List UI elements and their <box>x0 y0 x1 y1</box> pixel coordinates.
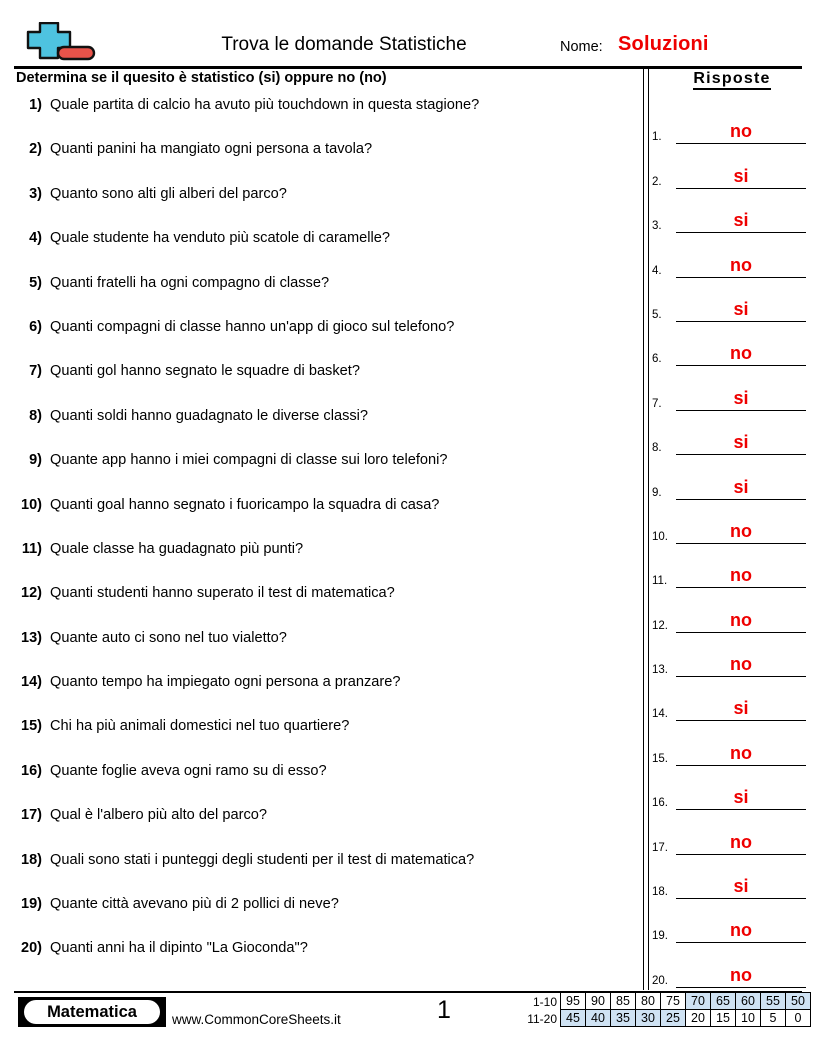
question-text: Quanto sono alti gli alberi del parco? <box>50 185 287 202</box>
answer-blank-line[interactable] <box>676 277 806 278</box>
answer-row <box>652 818 812 862</box>
question-text: Quanti studenti hanno superato il test di matematica? <box>50 585 395 602</box>
answer-value: no <box>730 609 752 630</box>
question-text: Quanti goal hanno segnato i fuoricampo la squadra di casa? <box>50 496 440 513</box>
question-row <box>16 140 636 184</box>
question-row <box>16 939 636 983</box>
score-cell: 20 <box>685 1009 711 1027</box>
question-number: 16) <box>21 762 42 779</box>
question-row <box>16 895 636 939</box>
score-cell: 15 <box>710 1009 736 1027</box>
answer-value: no <box>730 742 752 763</box>
question-number: 10) <box>21 496 42 513</box>
question-number: 15) <box>21 718 42 735</box>
question-row <box>16 851 636 895</box>
answer-row <box>652 685 812 729</box>
question-list <box>16 96 636 984</box>
question-row <box>16 584 636 628</box>
score-cell: 90 <box>585 992 611 1010</box>
answer-value: si <box>733 298 749 319</box>
answer-number: 2. <box>652 175 662 188</box>
answer-row <box>652 419 812 463</box>
page-number: 1 <box>437 996 451 1024</box>
page-title: Trova le domande Statistiche <box>221 34 467 55</box>
score-cell: 70 <box>685 992 711 1010</box>
answer-blank-line[interactable] <box>676 854 806 855</box>
answer-row <box>652 951 812 995</box>
score-cell: 50 <box>785 992 811 1010</box>
answer-value: no <box>730 920 752 941</box>
answer-row <box>652 729 812 773</box>
question-row <box>16 762 636 806</box>
question-row <box>16 96 636 140</box>
score-cell: 45 <box>560 1009 586 1027</box>
question-text: Qual è l'albero più alto del parco? <box>50 807 267 824</box>
question-number: 18) <box>21 851 42 868</box>
question-number: 1) <box>29 97 42 113</box>
answer-blank-line[interactable] <box>676 499 806 500</box>
answer-value: si <box>733 432 749 453</box>
score-cell: 95 <box>560 992 586 1010</box>
score-row-label: 11-20 <box>527 1011 557 1026</box>
answer-blank-line[interactable] <box>676 765 806 766</box>
question-number: 7) <box>29 363 42 380</box>
answer-blank-line[interactable] <box>676 587 806 588</box>
question-text: Quanto tempo ha impiegato ogni persona a pranzare? <box>50 674 401 691</box>
score-table <box>523 993 811 1027</box>
answer-row <box>652 286 812 330</box>
answer-row <box>652 152 812 196</box>
answer-number: 4. <box>652 264 662 277</box>
brand-label: Matematica <box>24 1000 160 1024</box>
question-text: Quale classe ha guadagnato più punti? <box>50 540 304 557</box>
answer-row <box>652 374 812 418</box>
question-number: 12) <box>21 585 42 602</box>
answer-value: no <box>730 964 752 985</box>
answer-number: 14. <box>652 708 668 721</box>
score-cell: 80 <box>635 992 661 1010</box>
answer-number: 8. <box>652 442 662 455</box>
score-cell: 25 <box>660 1009 686 1027</box>
question-row <box>16 540 636 584</box>
answer-row <box>652 552 812 596</box>
question-row <box>16 185 636 229</box>
answer-blank-line[interactable] <box>676 410 806 411</box>
answer-number: 5. <box>652 308 662 321</box>
question-number: 3) <box>29 185 42 202</box>
score-cell: 55 <box>760 992 786 1010</box>
answer-number: 6. <box>652 353 662 366</box>
answer-blank-line[interactable] <box>676 365 806 366</box>
question-number: 20) <box>21 940 42 957</box>
answer-row <box>652 596 812 640</box>
answer-number: 15. <box>652 752 668 765</box>
score-cell: 75 <box>660 992 686 1010</box>
question-number: 2) <box>29 141 42 158</box>
answer-row <box>652 241 812 285</box>
answer-blank-line[interactable] <box>676 676 806 677</box>
answer-number: 13. <box>652 664 668 677</box>
answer-number: 11. <box>652 575 668 588</box>
score-cell: 85 <box>610 992 636 1010</box>
score-cell: 0 <box>785 1009 811 1027</box>
question-text: Quanti compagni di classe hanno un'app di gioco sul telefono? <box>50 318 455 335</box>
answer-blank-line[interactable] <box>676 720 806 721</box>
question-number: 14) <box>21 674 42 691</box>
answer-blank-line[interactable] <box>676 232 806 233</box>
instruction-text: Determina se il quesito è statistico (si) oppure no (no) <box>16 70 387 86</box>
plus-minus-icon <box>14 22 100 64</box>
answer-value: no <box>730 520 752 541</box>
question-row <box>16 629 636 673</box>
question-text: Quale partita di calcio ha avuto più touchdown in questa stagione? <box>50 97 480 113</box>
answer-value: si <box>733 476 749 497</box>
answers-header <box>656 70 808 88</box>
answer-value: si <box>733 210 749 231</box>
answer-blank-line[interactable] <box>676 143 806 144</box>
answer-value: no <box>730 831 752 852</box>
answer-row <box>652 463 812 507</box>
answer-number: 16. <box>652 797 668 810</box>
answer-number: 3. <box>652 220 662 233</box>
score-cell: 40 <box>585 1009 611 1027</box>
answer-blank-line[interactable] <box>676 809 806 810</box>
answer-number: 1. <box>652 131 662 144</box>
answer-number: 7. <box>652 397 662 410</box>
answer-number: 10. <box>652 530 668 543</box>
question-row <box>16 806 636 850</box>
answer-row <box>652 641 812 685</box>
question-row <box>16 451 636 495</box>
question-text: Quante auto ci sono nel tuo vialetto? <box>50 629 287 646</box>
answer-blank-line[interactable] <box>676 898 806 899</box>
question-text: Quanti anni ha il dipinto "La Gioconda"? <box>50 940 308 957</box>
question-text: Quali sono stati i punteggi degli studenti per il test di matematica? <box>50 851 475 868</box>
answer-value: si <box>733 387 749 408</box>
question-number: 9) <box>29 452 42 469</box>
score-cell: 60 <box>735 992 761 1010</box>
question-row <box>16 496 636 540</box>
question-number: 17) <box>21 807 42 824</box>
question-number: 8) <box>29 407 42 424</box>
answer-value: si <box>733 698 749 719</box>
question-row <box>16 274 636 318</box>
site-url: www.CommonCoreSheets.it <box>172 1012 341 1027</box>
answer-row <box>652 774 812 818</box>
question-number: 19) <box>21 896 42 913</box>
answer-row <box>652 907 812 951</box>
answer-value: no <box>730 121 752 142</box>
name-value: Soluzioni <box>618 33 709 55</box>
question-row <box>16 717 636 761</box>
score-row-label: 1-10 <box>532 994 557 1009</box>
question-row <box>16 229 636 273</box>
question-number: 5) <box>29 274 42 291</box>
question-row <box>16 673 636 717</box>
answer-blank-line[interactable] <box>676 321 806 322</box>
answer-blank-line[interactable] <box>676 454 806 455</box>
score-cell: 30 <box>635 1009 661 1027</box>
answer-blank-line[interactable] <box>676 942 806 943</box>
answer-blank-line[interactable] <box>676 543 806 544</box>
score-cell: 10 <box>735 1009 761 1027</box>
question-text: Quanti gol hanno segnato le squadre di basket? <box>50 363 360 380</box>
answer-row <box>652 330 812 374</box>
answer-value: si <box>733 787 749 808</box>
answer-number: 20. <box>652 974 668 987</box>
question-number: 4) <box>29 230 42 247</box>
answer-value: no <box>730 343 752 364</box>
question-row <box>16 362 636 406</box>
answer-row <box>652 197 812 241</box>
name-label: Nome: <box>560 39 603 55</box>
answer-row <box>652 108 812 152</box>
answer-number: 19. <box>652 930 668 943</box>
score-cell: 5 <box>760 1009 786 1027</box>
question-text: Quanti fratelli ha ogni compagno di classe? <box>50 274 330 291</box>
answer-number: 12. <box>652 619 668 632</box>
answer-number: 18. <box>652 886 668 899</box>
question-number: 11) <box>21 540 42 557</box>
question-number: 13) <box>21 629 42 646</box>
page-header <box>14 22 802 66</box>
question-text: Quante foglie aveva ogni ramo su di esso? <box>50 762 327 779</box>
question-row <box>16 318 636 362</box>
question-text: Chi ha più animali domestici nel tuo quartiere? <box>50 718 350 735</box>
brand-logo <box>18 997 166 1027</box>
answer-blank-line[interactable] <box>676 987 806 988</box>
answer-value: si <box>733 165 749 186</box>
answer-blank-line[interactable] <box>676 632 806 633</box>
question-text: Quante app hanno i miei compagni di classe sui loro telefoni? <box>50 452 448 469</box>
question-row <box>16 407 636 451</box>
answers-header-label: Risposte <box>693 70 770 90</box>
question-number: 6) <box>29 318 42 335</box>
answer-blank-line[interactable] <box>676 188 806 189</box>
score-cell: 65 <box>710 992 736 1010</box>
answer-value: no <box>730 654 752 675</box>
question-text: Quanti panini ha mangiato ogni persona a tavola? <box>50 141 373 158</box>
answer-value: si <box>733 876 749 897</box>
question-text: Quante città avevano più di 2 pollici di neve? <box>50 896 339 913</box>
answer-row <box>652 508 812 552</box>
answer-list <box>652 108 812 996</box>
column-divider <box>643 66 650 990</box>
answer-row <box>652 863 812 907</box>
answer-number: 9. <box>652 486 662 499</box>
answer-value: no <box>730 565 752 586</box>
answer-value: no <box>730 254 752 275</box>
answer-number: 17. <box>652 841 668 854</box>
score-cell: 35 <box>610 1009 636 1027</box>
header-divider <box>14 66 802 69</box>
question-text: Quanti soldi hanno guadagnato le diverse classi? <box>50 407 369 424</box>
question-text: Quale studente ha venduto più scatole di caramelle? <box>50 230 390 247</box>
